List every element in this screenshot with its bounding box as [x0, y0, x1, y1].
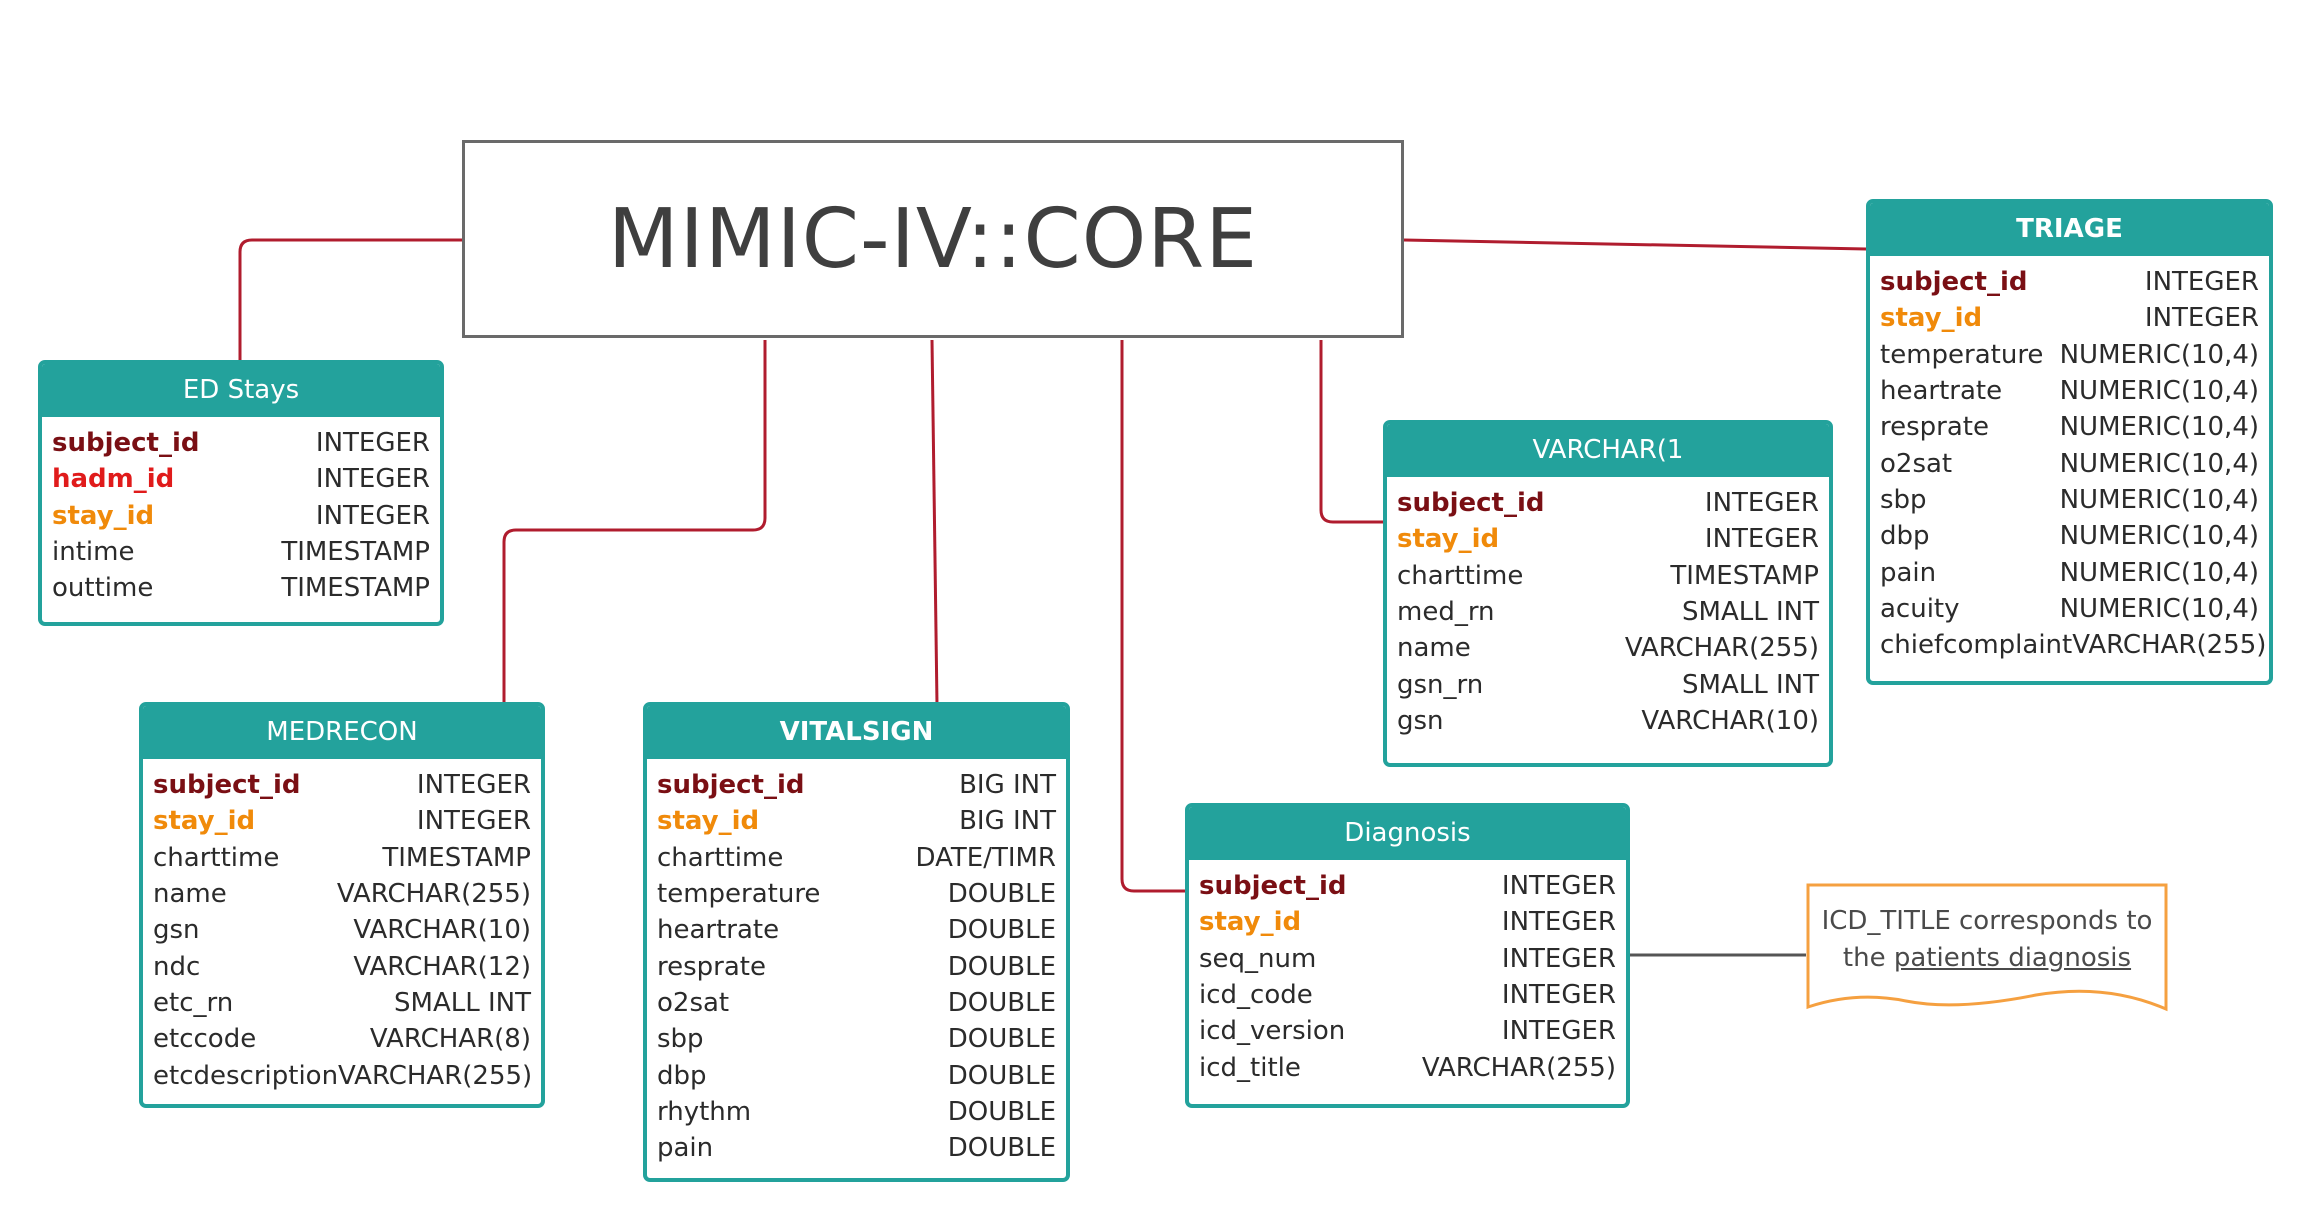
- field-name: resprate: [1880, 412, 1989, 443]
- field-type: INTEGER: [1501, 907, 1616, 938]
- field-row: [1880, 373, 2259, 409]
- field-name: resprate: [657, 951, 766, 982]
- field-name: outtime: [52, 573, 154, 604]
- field-row: [153, 840, 531, 876]
- field-row: [52, 461, 430, 497]
- note-line-2-underlined: patients diagnosis: [1893, 943, 2132, 973]
- field-row: [153, 767, 531, 803]
- field-type: NUMERIC(10,4): [2059, 557, 2259, 588]
- field-type: VARCHAR(255): [1421, 1052, 1616, 1083]
- field-type: INTEGER: [1501, 1016, 1616, 1047]
- field-name: hadm_id: [52, 464, 175, 495]
- field-name: charttime: [657, 842, 784, 873]
- field-row: [1397, 558, 1819, 594]
- field-row: [153, 803, 531, 839]
- field-row: [1880, 445, 2259, 481]
- core-title: MIMIC-IV::CORE: [607, 191, 1259, 287]
- field-type: VARCHAR(255): [1624, 633, 1819, 664]
- field-row: [153, 876, 531, 912]
- field-type: VARCHAR(12): [353, 951, 531, 982]
- field-row: [153, 912, 531, 948]
- field-type: NUMERIC(10,4): [2059, 484, 2259, 515]
- field-name: etc_rn: [153, 987, 234, 1018]
- field-row: [1397, 703, 1819, 739]
- field-row: [1880, 337, 2259, 373]
- field-name: acuity: [1880, 593, 1960, 624]
- field-type: VARCHAR(10): [1641, 705, 1819, 736]
- field-name: sbp: [657, 1024, 704, 1055]
- connector-core-diagnosis: [1122, 340, 1185, 891]
- table-pyxis-title: VARCHAR(1: [1387, 424, 1829, 477]
- field-row: [52, 425, 430, 461]
- field-type: TIMESTAMP: [281, 573, 430, 604]
- field-type: INTEGER: [2144, 303, 2259, 334]
- field-row: [657, 803, 1056, 839]
- field-name: charttime: [153, 842, 280, 873]
- field-row: [1880, 554, 2259, 590]
- field-type: INTEGER: [2144, 267, 2259, 298]
- field-name: chiefcomplaint: [1880, 630, 2073, 661]
- field-name: name: [1397, 633, 1471, 664]
- field-name: charttime: [1397, 560, 1524, 591]
- field-type: INTEGER: [1501, 943, 1616, 974]
- field-row: [1880, 300, 2259, 336]
- field-row: [1880, 409, 2259, 445]
- annotation-note: [1806, 883, 2168, 1013]
- field-name: stay_id: [153, 806, 256, 837]
- field-type: DOUBLE: [947, 1060, 1056, 1091]
- field-name: rhythm: [657, 1096, 752, 1127]
- field-name: heartrate: [1880, 376, 2003, 407]
- field-type: INTEGER: [1704, 488, 1819, 519]
- field-name: pain: [1880, 557, 1937, 588]
- field-type: INTEGER: [315, 428, 430, 459]
- field-row: [153, 1021, 531, 1057]
- field-row: [153, 1057, 531, 1093]
- field-type: NUMERIC(10,4): [2059, 339, 2259, 370]
- field-type: TIMESTAMP: [382, 842, 531, 873]
- field-row: [657, 767, 1056, 803]
- table-vitalsign: [643, 702, 1070, 1182]
- field-row: [1199, 941, 1616, 977]
- field-row: [657, 1094, 1056, 1130]
- field-name: gsn: [153, 915, 200, 946]
- field-name: temperature: [1880, 339, 2044, 370]
- field-row: [1397, 594, 1819, 630]
- field-type: SMALL INT: [394, 987, 531, 1018]
- table-diagnosis-title: Diagnosis: [1189, 807, 1626, 860]
- field-row: [1397, 485, 1819, 521]
- field-name: dbp: [1880, 521, 1930, 552]
- field-row: [1880, 482, 2259, 518]
- note-line-2: [1806, 940, 2168, 977]
- field-type: VARCHAR(8): [369, 1024, 531, 1055]
- field-type: SMALL INT: [1682, 669, 1819, 700]
- field-type: VARCHAR(255): [338, 1060, 533, 1091]
- field-name: intime: [52, 537, 135, 568]
- field-row: [657, 1130, 1056, 1166]
- field-name: subject_id: [1199, 871, 1347, 902]
- note-text: [1806, 903, 2168, 977]
- field-type: DOUBLE: [947, 987, 1056, 1018]
- field-row: [1199, 1049, 1616, 1085]
- field-name: ndc: [153, 951, 201, 982]
- field-type: TIMESTAMP: [1670, 560, 1819, 591]
- field-name: gsn_rn: [1397, 669, 1484, 700]
- field-row: [657, 1021, 1056, 1057]
- field-type: SMALL INT: [1682, 597, 1819, 628]
- field-type: VARCHAR(255): [2072, 630, 2267, 661]
- field-row: [1199, 977, 1616, 1013]
- field-name: pain: [657, 1133, 714, 1164]
- field-name: sbp: [1880, 484, 1927, 515]
- field-row: [1880, 627, 2267, 663]
- field-type: BIG INT: [959, 806, 1056, 837]
- field-type: INTEGER: [315, 464, 430, 495]
- field-row: [1880, 591, 2259, 627]
- field-type: VARCHAR(10): [353, 915, 531, 946]
- field-type: NUMERIC(10,4): [2059, 412, 2259, 443]
- field-name: stay_id: [52, 500, 155, 531]
- field-row: [657, 840, 1056, 876]
- field-name: stay_id: [1880, 303, 1983, 334]
- table-triage-title: TRIAGE: [1870, 203, 2269, 256]
- field-row: [153, 985, 531, 1021]
- field-type: NUMERIC(10,4): [2059, 593, 2259, 624]
- field-row: [52, 498, 430, 534]
- field-type: TIMESTAMP: [281, 537, 430, 568]
- field-name: stay_id: [1397, 524, 1500, 555]
- field-row: [657, 985, 1056, 1021]
- table-triage: [1866, 199, 2273, 685]
- field-row: [1397, 630, 1819, 666]
- field-type: DOUBLE: [947, 915, 1056, 946]
- table-vitalsign-title: VITALSIGN: [647, 706, 1066, 759]
- field-type: DOUBLE: [947, 951, 1056, 982]
- field-type: INTEGER: [416, 770, 531, 801]
- table-medrecon: [139, 702, 545, 1108]
- field-type: VARCHAR(255): [336, 879, 531, 910]
- table-edstays-title: ED Stays: [42, 364, 440, 417]
- field-row: [657, 876, 1056, 912]
- field-type: DATE/TIMR: [915, 842, 1056, 873]
- field-name: subject_id: [657, 770, 805, 801]
- table-diagnosis: [1185, 803, 1630, 1108]
- field-type: INTEGER: [1501, 871, 1616, 902]
- connector-core-edstays: [240, 240, 462, 362]
- connector-core-pyxis: [1321, 340, 1384, 522]
- field-type: NUMERIC(10,4): [2059, 376, 2259, 407]
- field-row: [1397, 521, 1819, 557]
- table-pyxis: [1383, 420, 1833, 767]
- field-type: DOUBLE: [947, 879, 1056, 910]
- connector-core-vitalsign: [932, 340, 937, 705]
- field-name: stay_id: [657, 806, 760, 837]
- field-name: subject_id: [1880, 267, 2028, 298]
- connector-core-medrecon: [504, 340, 765, 705]
- field-type: INTEGER: [416, 806, 531, 837]
- field-name: stay_id: [1199, 907, 1302, 938]
- field-name: heartrate: [657, 915, 780, 946]
- field-type: BIG INT: [959, 770, 1056, 801]
- field-name: o2sat: [657, 987, 730, 1018]
- field-name: temperature: [657, 879, 821, 910]
- field-type: INTEGER: [315, 500, 430, 531]
- field-name: name: [153, 879, 227, 910]
- field-type: NUMERIC(10,4): [2059, 521, 2259, 552]
- field-type: NUMERIC(10,4): [2059, 448, 2259, 479]
- note-line-2-prefix: the: [1842, 943, 1894, 973]
- field-name: seq_num: [1199, 943, 1317, 974]
- field-row: [52, 570, 430, 606]
- field-row: [1880, 518, 2259, 554]
- field-type: INTEGER: [1704, 524, 1819, 555]
- field-name: subject_id: [1397, 488, 1545, 519]
- field-name: subject_id: [153, 770, 301, 801]
- field-row: [657, 948, 1056, 984]
- field-name: dbp: [657, 1060, 707, 1091]
- field-type: DOUBLE: [947, 1133, 1056, 1164]
- field-name: subject_id: [52, 428, 200, 459]
- field-name: icd_version: [1199, 1016, 1346, 1047]
- note-line-1: ICD_TITLE corresponds to: [1821, 906, 2153, 936]
- field-row: [153, 948, 531, 984]
- field-name: icd_title: [1199, 1052, 1301, 1083]
- field-name: etccode: [153, 1024, 257, 1055]
- table-edstays: [38, 360, 444, 626]
- field-row: [1199, 868, 1616, 904]
- field-type: DOUBLE: [947, 1096, 1056, 1127]
- connector-core-triage: [1404, 240, 1866, 249]
- field-row: [657, 1057, 1056, 1093]
- core-box: [462, 140, 1404, 338]
- field-row: [1199, 904, 1616, 940]
- field-type: INTEGER: [1501, 980, 1616, 1011]
- field-row: [1199, 1013, 1616, 1049]
- table-medrecon-title: MEDRECON: [143, 706, 541, 759]
- field-type: DOUBLE: [947, 1024, 1056, 1055]
- field-name: gsn: [1397, 705, 1444, 736]
- field-name: icd_code: [1199, 980, 1313, 1011]
- field-row: [1880, 264, 2259, 300]
- field-row: [1397, 666, 1819, 702]
- field-row: [52, 534, 430, 570]
- field-row: [657, 912, 1056, 948]
- field-name: o2sat: [1880, 448, 1953, 479]
- field-name: etcdescription: [153, 1060, 339, 1091]
- field-name: med_rn: [1397, 597, 1495, 628]
